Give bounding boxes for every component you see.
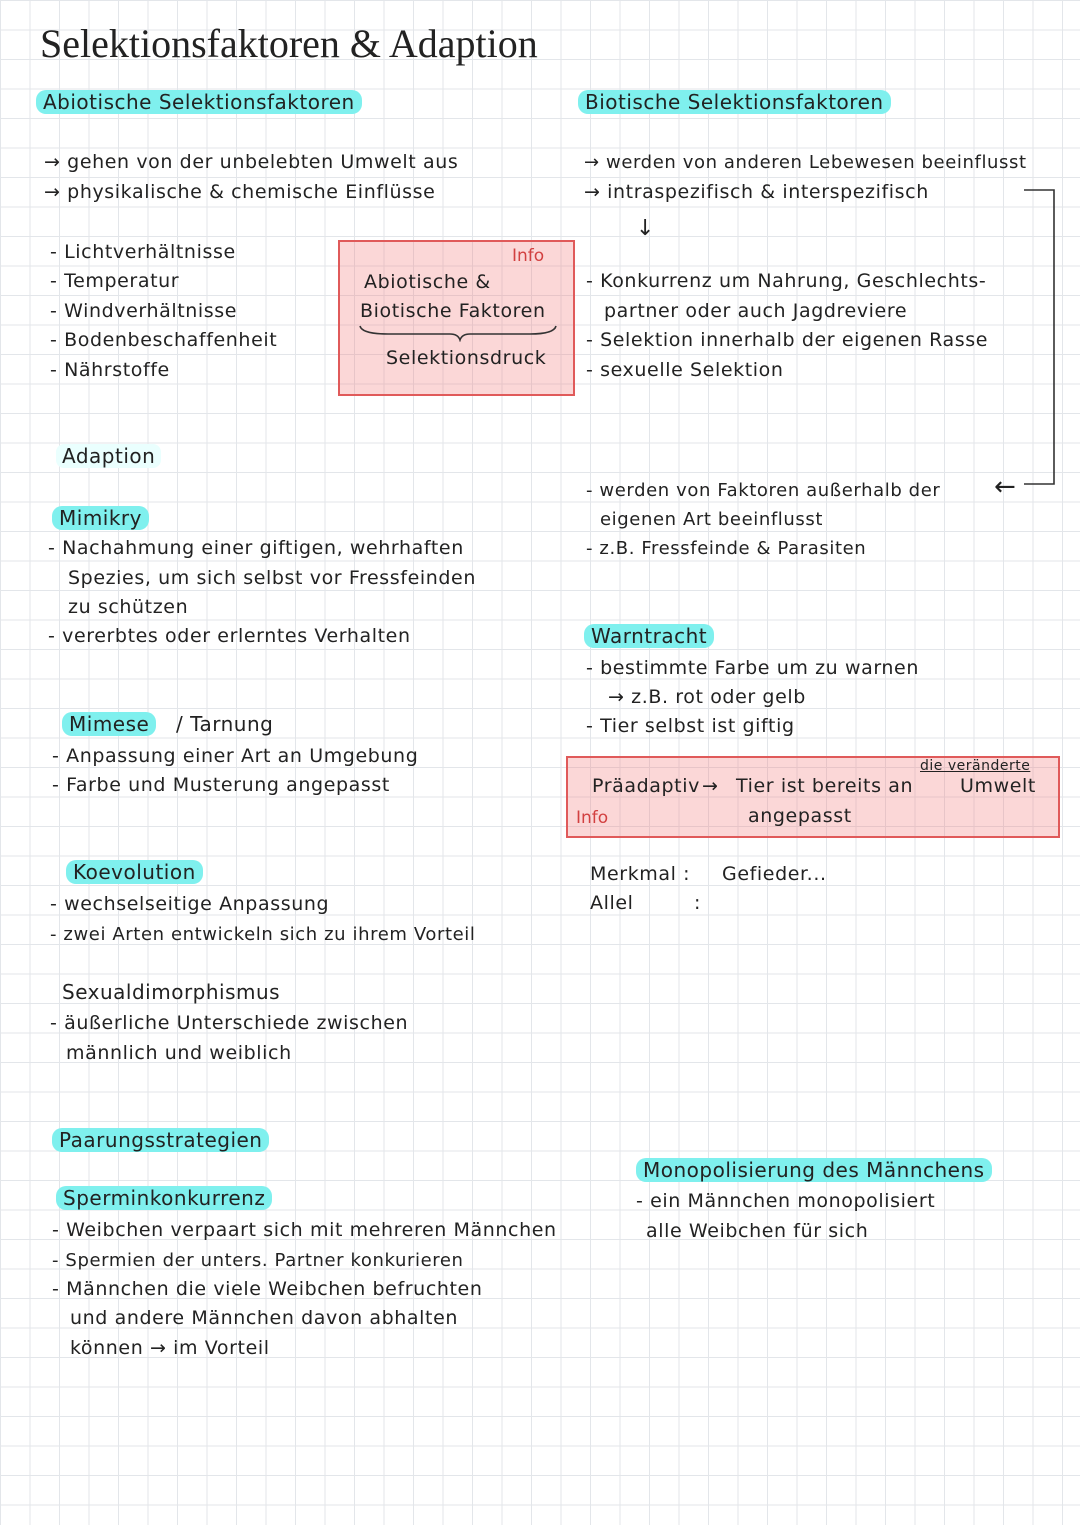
intra-line-2: partner oder auch Jagdreviere xyxy=(604,300,908,322)
page-title: Selektionsfaktoren & Adaption xyxy=(40,21,538,66)
brace-icon xyxy=(358,324,558,342)
inter-line-1: - werden von Faktoren außerhalb der xyxy=(586,480,941,501)
abiotic-item: - Temperatur xyxy=(50,270,180,292)
inter-line-3: - z.B. Fressfeinde & Parasiten xyxy=(586,538,867,559)
sperm-heading: Sperminkonkurrenz xyxy=(56,1186,272,1210)
mimikry-line: Spezies, um sich selbst vor Fressfeinden xyxy=(68,567,476,589)
sexualdimorphismus-line: - äußerliche Unterschiede zwischen xyxy=(50,1012,409,1034)
praeadaptiv-umwelt: Umwelt xyxy=(960,775,1036,797)
praeadaptiv-term: Präadaptiv xyxy=(592,775,700,797)
info-tag: Info xyxy=(512,246,545,266)
paarung-heading: Paarungsstrategien xyxy=(52,1128,269,1152)
info-line-1: Abiotische & xyxy=(364,271,491,293)
abiotic-item: - Bodenbeschaffenheit xyxy=(50,329,278,351)
mono-line: - ein Männchen monopolisiert xyxy=(636,1190,936,1212)
mimese-heading: Mimese xyxy=(62,712,156,736)
merkmal-label: Merkmal : xyxy=(590,863,691,885)
mimikry-heading: Mimikry xyxy=(52,506,149,530)
sperm-line: - Männchen die viele Weibchen befruchten xyxy=(52,1278,483,1300)
intra-line-1: - Konkurrenz um Nahrung, Geschlechts- xyxy=(586,270,987,292)
warntracht-line: - Tier selbst ist giftig xyxy=(586,715,795,737)
abiotic-item: - Lichtverhältnisse xyxy=(50,241,236,263)
abiotic-intro-1: → gehen von der unbelebten Umwelt aus xyxy=(44,151,459,173)
info-line-2: Biotische Faktoren xyxy=(360,300,546,322)
warntracht-line: - bestimmte Farbe um zu warnen xyxy=(586,657,919,679)
mono-line: alle Weibchen für sich xyxy=(646,1220,869,1242)
merkmal-value: Gefieder... xyxy=(722,863,827,885)
abiotic-heading: Abiotische Selektionsfaktoren xyxy=(36,90,362,114)
allel-label: Allel xyxy=(590,892,634,914)
abiotic-item: - Nährstoffe xyxy=(50,359,170,381)
info-box-praeadaptiv xyxy=(566,756,1060,838)
adaption-heading: Adaption xyxy=(56,444,161,468)
right-arrow-icon: → xyxy=(702,775,719,797)
mimikry-line: - Nachahmung einer giftigen, wehrhaften xyxy=(48,537,464,559)
koevolution-line: - zwei Arten entwickeln sich zu ihrem Vorteil xyxy=(50,924,476,945)
info-box-selektionsdruck xyxy=(338,240,575,396)
praeadaptiv-text: Tier ist bereits an xyxy=(736,775,914,797)
sperm-line: - Weibchen verpaart sich mit mehreren Männchen xyxy=(52,1219,557,1241)
mimikry-line: zu schützen xyxy=(68,596,189,618)
warntracht-line: → z.B. rot oder gelb xyxy=(608,686,806,708)
mimikry-line: - vererbtes oder erlerntes Verhalten xyxy=(48,625,411,647)
sexualdimorphismus-line: männlich und weiblich xyxy=(66,1042,292,1064)
left-arrow-icon: ← xyxy=(994,472,1016,502)
biotic-intro-2: → intraspezifisch & interspezifisch xyxy=(584,181,929,203)
sexualdimorphismus-heading: Sexualdimorphismus xyxy=(62,980,281,1004)
mimese-line: - Anpassung einer Art an Umgebung xyxy=(52,745,419,767)
warntracht-heading: Warntracht xyxy=(584,624,714,648)
intra-line-4: - sexuelle Selektion xyxy=(586,359,784,381)
sperm-line: und andere Männchen davon abhalten xyxy=(70,1307,459,1329)
bracket-connector-icon xyxy=(1020,186,1060,490)
allel-colon: : xyxy=(694,892,702,914)
sperm-line: können → im Vorteil xyxy=(70,1337,270,1359)
mono-heading: Monopolisierung des Männchens xyxy=(636,1158,992,1182)
praeadaptiv-note: die veränderte xyxy=(920,758,1031,774)
inter-line-2: eigenen Art beeinflusst xyxy=(600,509,824,530)
biotic-intro-1: → werden von anderen Lebewesen beeinflusst xyxy=(584,152,1027,173)
down-arrow-icon: ↓ xyxy=(636,216,655,241)
intra-line-3: - Selektion innerhalb der eigenen Rasse xyxy=(586,329,989,351)
biotic-heading: Biotische Selektionsfaktoren xyxy=(578,90,891,114)
abiotic-intro-2: → physikalische & chemische Einflüsse xyxy=(44,181,436,203)
abiotic-item: - Windverhältnisse xyxy=(50,300,238,322)
info-line-3: Selektionsdruck xyxy=(386,347,547,369)
koevolution-heading: Koevolution xyxy=(66,860,203,884)
sperm-line: - Spermien der unters. Partner konkurieren xyxy=(52,1250,464,1271)
mimese-line: - Farbe und Musterung angepasst xyxy=(52,774,390,796)
info-tag: Info xyxy=(576,808,609,828)
mimese-heading-suffix: / Tarnung xyxy=(176,712,274,736)
koevolution-line: - wechselseitige Anpassung xyxy=(50,893,330,915)
praeadaptiv-line-2: angepasst xyxy=(748,805,852,827)
